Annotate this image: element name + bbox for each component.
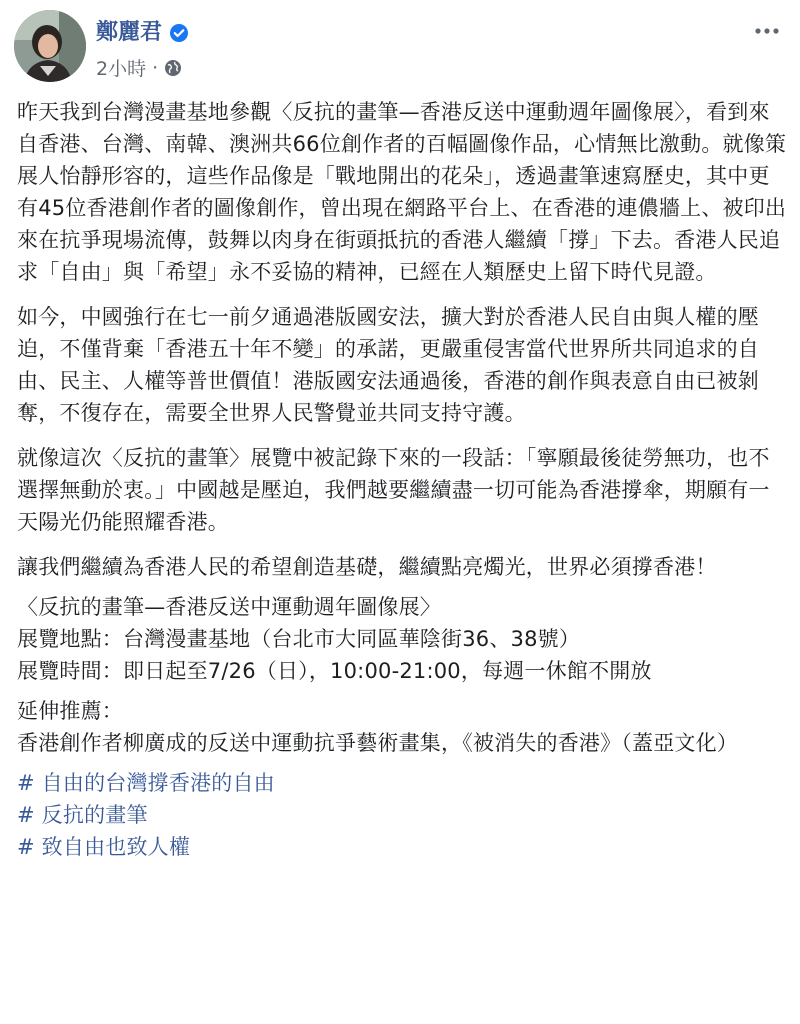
post-paragraph: 讓我們繼續為香港人民的希望創造基礎，繼續點亮燭光，世界必須撐香港！ xyxy=(17,555,717,579)
more-options-icon xyxy=(755,28,779,34)
post-timestamp[interactable]: 2小時 xyxy=(96,58,147,80)
recommendation xyxy=(17,695,789,759)
recommendation-text: 香港創作者柳廣成的反送中運動抗爭藝術畫集，《被消失的香港》（蓋亞文化） xyxy=(17,731,738,755)
verified-badge-icon xyxy=(169,23,189,43)
exhibition-info xyxy=(17,591,789,687)
hashtag-link[interactable]: # 反抗的畫筆 xyxy=(17,803,148,827)
more-options-button[interactable] xyxy=(754,18,780,44)
hashtag-link[interactable]: # 自由的台灣撐香港的自由 xyxy=(17,771,275,795)
exhibition-title: 〈反抗的畫筆—香港反送中運動週年圖像展〉 xyxy=(17,595,441,619)
avatar[interactable] xyxy=(14,10,86,82)
recommendation-heading: 延伸推薦： xyxy=(17,699,123,723)
post-header xyxy=(14,10,786,86)
post-paragraph: 昨天我到台灣漫畫基地參觀〈反抗的畫筆—香港反送中運動週年圖像展〉，看到來自香港、台灣、南韓、澳洲共66位創作者的百幅圖像作品，心情無比激動。就像策展人怡靜形容的，這些作品像是「戰地開出的花朵」，透過畫筆速寫歷史，其中更有45位香港創作者的圖像創作，曾出現在網路平台上、在香港的連儂牆上、被印出來在抗爭現場流傳，鼓舞以肉身在街頭抵抗的香港人繼續「撐」下去。香港人民追求「自由」與「希望」永不妥協的精神，已經在人類歷史上留下時代見證。 xyxy=(17,100,787,284)
meta-separator: · xyxy=(152,56,159,79)
post-paragraph: 如今，中國強行在七一前夕通過港版國安法，擴大對於香港人民自由與人權的壓迫，不僅背棄「香港五十年不變」的承諾，更嚴重侵害當代世界所共同追求的自由、民主、人權等普世價值！港版國安法通過後，香港的創作與表意自由已被剝奪，不復存在，需要全世界人民警覺並共同支持守護。 xyxy=(17,305,759,425)
author-name[interactable]: 鄭麗君 xyxy=(96,20,163,45)
post-body xyxy=(17,96,789,863)
post-meta xyxy=(96,54,182,81)
post-paragraph: 就像這次〈反抗的畫筆〉展覽中被記錄下來的一段話：「寧願最後徒勞無功，也不選擇無動於衷。」中國越是壓迫，我們越要繼續盡一切可能為香港撐傘，期願有一天陽光仍能照耀香港。 xyxy=(17,446,770,534)
globe-icon[interactable] xyxy=(164,59,182,77)
exhibition-time: 展覽時間：即日起至7/26（日），10:00-21:00，每週一休館不開放 xyxy=(17,659,652,683)
hashtag-list xyxy=(17,767,789,863)
author-row xyxy=(96,20,189,46)
exhibition-location: 展覽地點：台灣漫畫基地（台北市大同區華陰街36、38號） xyxy=(17,627,581,651)
hashtag-link[interactable]: # 致自由也致人權 xyxy=(17,835,191,859)
avatar-image xyxy=(14,10,86,82)
